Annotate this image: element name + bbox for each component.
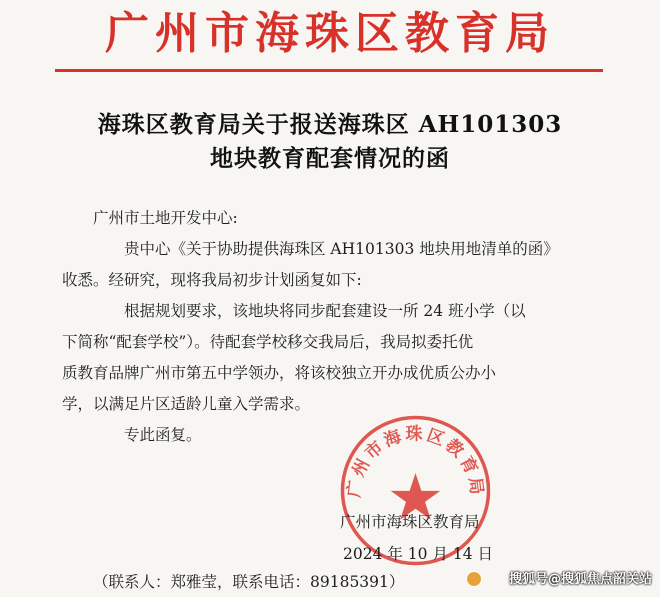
paragraph-1 (62, 234, 613, 296)
document-title-line-2: 地块教育配套情况的函 (210, 145, 450, 172)
letterhead-divider (55, 69, 603, 72)
paragraph-3: 专此函复。 (124, 426, 202, 444)
salutation: 广州市土地开发中心: (93, 209, 238, 227)
letterhead (0, 0, 660, 70)
paragraph-2-line-4: 学，以满足片区适龄儿童入学需求。 (62, 395, 311, 413)
paragraph-1-line-1: 贵中心《关于协助提供海珠区 AH101303 地块用地清单的函》 (124, 240, 559, 258)
paragraph-1-line-2: 收悉。经研究，现将我局初步计划函复如下: (62, 271, 362, 289)
paragraph-2-line-2: 下简称“配套学校”）。待配套学校移交我局后，我局拟委托优 (62, 333, 474, 351)
letterhead-title: 广州市海珠区教育局 (105, 8, 555, 59)
paragraph-2-line-3: 质教育品牌广州市第五中学领办，将该校独立开办成优质公办小 (62, 364, 497, 382)
signature-organization: 广州市海珠区教育局 (340, 513, 480, 531)
document-title-line-1: 海珠区教育局关于报送海珠区 AH101303 (97, 111, 563, 138)
sohu-logo-icon (466, 571, 482, 587)
paragraph-2 (62, 296, 613, 420)
seal-text: 广州市海珠区教育局 (344, 424, 487, 499)
signature-date: 2024 年 10 月 14 日 (343, 545, 494, 563)
paragraph-2-line-1: 根据规划要求，该地块将同步配套建设一所 24 班小学（以 (124, 302, 526, 320)
contact-line: （联系人：郑雅莹，联系电话：89185391） (93, 573, 405, 591)
watermark: 搜狐号@搜狐焦点韶关站 (508, 572, 652, 587)
